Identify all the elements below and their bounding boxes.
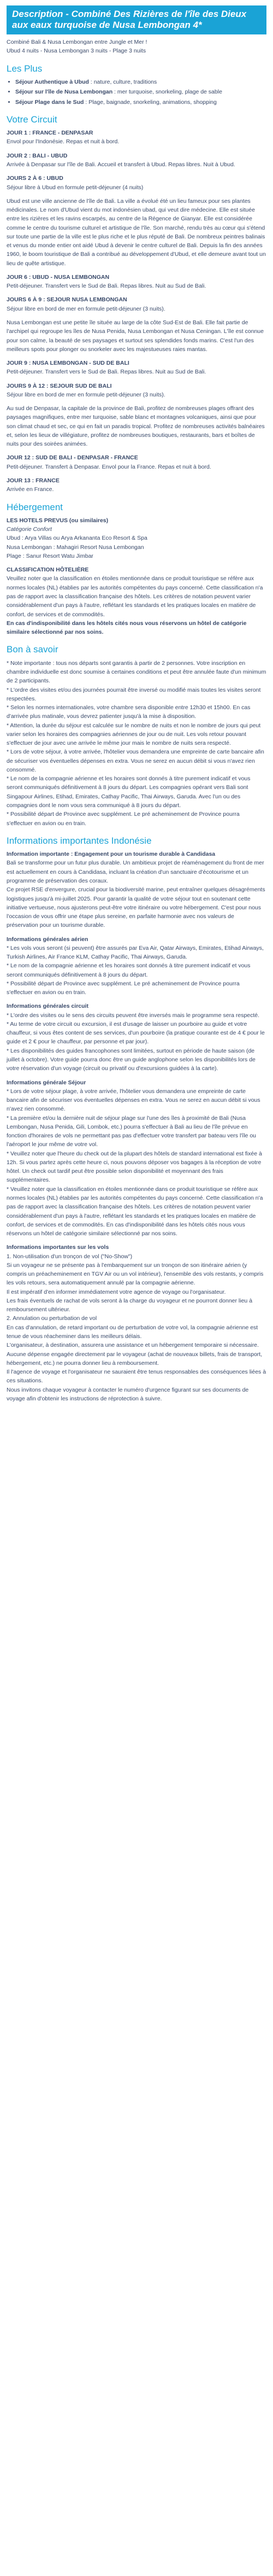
info-line: * Les disponibilités des guides francophones sont limitées, surtout en période de haute saison (de juillet à octobre). Votre guide pourra donc être un guide anglophone selon les disponibilités lors de votre réservation d'un voyage (circuit ou privatif ou d'excursions guidées à la carte).	[7, 1047, 256, 1072]
plus-item-text: : mer turquoise, snorkeling, plage de sable	[112, 89, 222, 96]
circuit-day-line: Ubud est une ville ancienne de l'île de Bali. La ville a évolué été un lieu fameux pour ses plantes médicinales. Le nom d'Ubud vient du mot indonésien ubad, qui veut dire médecine. Elle est située entre les rizières et les ravins escarpés, au centre de la Régence de Gianyar. Elle est considérée comme le centre du tourisme culturel et artistique de l'île. Son marché, rendu très au cœur qui s'étend sur toute une partie de la ville est le plus riche et le plus réputé de Bali. De nombreux peintres balinais et venus du monde entier ont aidé Ubud à devenir le centre culturel de Bali. Depuis la fin des années 1960, le boom touristique de Bali a contribué au développement d'Ubud, et elle demeure avant tout un lieu de quête artistique.	[7, 197, 266, 267]
plus-item	[15, 87, 266, 96]
bon-a-savoir-line: * Lors de votre séjour, à votre arrivée, l'hôtelier vous demandera une empreinte de carte bancaire afin de sécuriser vos éventuelles dépenses en extra. Vous ne serez en aucun débit si vous n'avez rien consommé.	[7, 749, 264, 773]
bon-a-savoir-line: * Selon les normes internationales, votre chambre sera disponible entre 12h30 et 15h00. En cas d'arrivée plus matinale, vous devrez patienter jusqu'à la mise à disposition.	[7, 704, 251, 720]
circuit-day	[7, 453, 266, 471]
circuit-day-title: JOUR 13 : FRANCE	[7, 477, 60, 484]
section-title-circuit: Votre Circuit	[7, 114, 57, 125]
hebergement-line: Plage : Sanur Resort Watu Jimbar	[7, 552, 93, 559]
page-title: Description - Combiné Des Rizières de l'île des Dieux aux eaux turquoise de Nusa Lembongan 4*	[12, 9, 247, 31]
circuit-day-text	[7, 318, 266, 354]
circuit-day-text	[7, 183, 266, 192]
circuit-day	[7, 273, 266, 291]
circuit-day-text	[7, 404, 266, 448]
info-line: Nous invitons chaque voyageur à contacter le numéro d'urgence figurant sur ses documents de voyage afin d'obtenir les instructions de réprotection à suivre.	[7, 1386, 249, 1402]
spacer	[7, 997, 266, 1002]
info-line: * Veuillez noter que la classification en étoiles mentionnée dans ce produit touristique se réfère aux normes locales (NL) établies par les autorités compétentes du pays concerné. Cette classification n'a pas de rapport avec la classification française des hôtels. Les critères de notation peuvent varier considérablement d'un pays à l'autre, reflétant les standards et les pratiques locales en matière de confort, de services et de commodités. En cas d'indisponibilité dans les hôtels cités nous vous réservons un hôtel de catégorie similaire sélectionné par nos soins.	[7, 1185, 263, 1237]
circuit-day-line: Séjour libre en bord de mer en formule petit-déjeuner (3 nuits).	[7, 391, 165, 398]
circuit-day-line: Arrivée en France.	[7, 486, 54, 493]
circuit-day	[7, 174, 266, 192]
info-line: Les frais éventuels de rachat de vols seront à la charge du voyageur et ne pourront donner lieu à remboursement ultérieur.	[7, 1297, 253, 1313]
circuit-day-text	[7, 282, 266, 290]
info-line: * Les vols vous seront (si peuvent) être assurés par Eva Air, Qatar Airways, Emirates, Etihad Airways, Turkish Airlines, Air France KLM, Cathay Pacific, Thai Airways, Garuda.	[7, 944, 264, 961]
circuit-day-text	[7, 390, 266, 399]
circuit-day-text	[7, 137, 266, 146]
info-line: Ce projet RSE d'envergure, crucial pour la biodiversité marine, peut entraîner quelques désagréments logistiques jusqu'à mi-juillet 2025. Pour garantir la qualité de votre séjour tout en soutenant cette initiative vertueuse, nous ajusterons peut-être votre itinéraire ou votre hébergement. C'est pour nous l'occasion de vous offrir une étape plus sereine, en parfaite harmonie avec nos valeurs de préservation pour un tourisme durable.	[7, 886, 265, 929]
circuit-day	[7, 197, 266, 268]
spacer	[7, 560, 266, 565]
hebergement-line: LES HOTELS PREVUS (ou similaires)	[7, 517, 109, 524]
info-line: 1. Non-utilisation d'un tronçon de vol ("No-Show")	[7, 1253, 133, 1260]
info-line: * Au terme de votre circuit ou excursion, il est d'usage de laisser un pourboire au guide et votre chauffeur, si vous êtes content de ses services, d'un pourboire (la pratique courante est de 4 € pour le guide et 2 € pour le chauffeur, par personne et par jour).	[7, 1020, 265, 1045]
circuit-day	[7, 128, 266, 147]
hebergement-line: Nusa Lembongan : Mahagiri Resort Nusa Lembongan	[7, 544, 144, 551]
circuit-day-line: Petit-déjeuner. Transfert vers le Sud de Bali. Repas libres. Nuit au Sud de Bali.	[7, 283, 206, 290]
spacer	[7, 1238, 266, 1243]
circuit-day-text	[7, 463, 266, 471]
info-line: Aucune dépense engagée directement par le voyageur (achat de nouveaux billets, frais de transport, hébergement, etc.) ne pourra donner lieu à remboursement.	[7, 1351, 263, 1366]
section-title-informations: Informations importantes Indonésie	[7, 835, 152, 846]
circuit-day-line: Petit-déjeuner. Transfert à Denpasar. Envol pour la France. Repas et nuit à bord.	[7, 463, 211, 470]
circuit-day	[7, 476, 266, 494]
circuit-day-text	[7, 485, 266, 494]
bon-a-savoir-line: * Attention, la durée du séjour est calculée sur le nombre de nuits et non le nombre de jours qui peut varier selon les horaires des compagnies aériennes de jour ou de nuit. Les vols retour pouvant s'effectuer de jour avec une arrivée le même jour mais le nombre de nuits sera respecté.	[7, 722, 261, 747]
info-heading: Informations générale Séjour	[7, 1079, 86, 1086]
circuit-day-line: Arrivée à Denpasar sur l'île de Bali. Accueil et transfert à Ubud. Repas libres. Nuit à Ubud.	[7, 161, 235, 168]
plus-item-label: Séjour Authentique à Ubud	[15, 79, 89, 86]
info-line: En cas d'annulation, de retard important ou de perturbation de votre vol, la compagnie aérienne est tenue de vous réacheminer dans les meilleurs délais.	[7, 1324, 258, 1340]
circuit-day	[7, 382, 266, 400]
circuit-day-text	[7, 197, 266, 268]
info-line: Bali se transforme pour un futur plus durable. Un ambitieux projet de réaménagement du front de mer est actuellement en cours à Candidasa, incluant la création d'un sanctuaire d'écotourisme et un programme de préservation des coraux.	[7, 860, 264, 884]
circuit-day-line: Séjour libre à Ubud en formule petit-déjeuner (4 nuits)	[7, 184, 144, 191]
bon-a-savoir-line: * Note importante : tous nos départs sont garantis à partir de 2 personnes. Votre inscription en chambre individuelle est donc soumise à certaines conditions et peut être annulée faute d'un minimum de 2 participants.	[7, 659, 266, 685]
info-line: * Veuillez noter que l'heure du check out de la plupart des hôtels de standard international est fixée à 12h. Si vous partez après cette heure ci, nous pouvons déposer vos bagages à la réception de votre hôtel. Un check out tardif peut être possible selon disponibilité et moyennant des frais supplémentaires.	[7, 1150, 262, 1184]
info-line: * La première et/ou la dernière nuit de séjour plage sur l'une des îles à proximité de Bali (Nusa Lembongan, Nusa Penida, Gili, Lombok, etc.) pourra s'effectuer à Bali au lieu de l'île prévue en fonction d'horaires de vols ne permettant pas pas d'effectuer votre transfert par bateau vers l'île ou l'aéroport le jour même de votre vol.	[7, 1114, 256, 1148]
circuit-day-line: Petit-déjeuner. Transfert vers le Sud de Bali. Repas libres. Nuit au Sud de Bali.	[7, 369, 206, 376]
plus-list	[7, 78, 266, 107]
circuit-days	[7, 128, 266, 494]
bon-a-savoir-line: * Possibilité départ de Province avec supplément. Le pré acheminement de Province pourra s'effectuer en avion ou en train.	[7, 811, 240, 827]
info-line: L'organisateur, à destination, assurera une assistance et un hébergement temporaire si nécessaire.	[7, 1342, 259, 1349]
circuit-day-line: Au sud de Denpasar, la capitale de la province de Bali, profitez de nombreuses plages offrant des paysages magnifiques, entre mer turquoise, sable blanc et montagnes volcaniques, ainsi que pour son climat chaud et sec, ce qui en fait un paradis tropical. Profitez de nombreuses activités balnéaires et, selon les lieux de villégiature, profitez de nombreuses boutiques, restaurants, bars et boîtes de nuits pour des soirées animées.	[7, 405, 265, 448]
circuit-day-line: Envol pour l'Indonésie. Repas et nuit à bord.	[7, 138, 120, 145]
info-heading: Information importante : Engagement pour un tourisme durable à Candidasa	[7, 851, 216, 858]
info-line: 2. Annulation ou perturbation de vol	[7, 1315, 97, 1322]
hebergement-line: Catégorie Confort	[7, 526, 52, 533]
circuit-day-title: JOUR 9 : NUSA LEMBONGAN - SUD DE BALI	[7, 360, 129, 367]
intro-line: Ubud 4 nuits - Nusa Lembongan 3 nuits - Plage 3 nuits	[7, 48, 146, 55]
circuit-day-line: Séjour libre en bord de mer en formule petit-déjeuner (3 nuits).	[7, 305, 165, 312]
bon-a-savoir-block	[7, 659, 266, 828]
hebergement-block	[7, 516, 266, 636]
hebergement-line: Ubud : Arya Villas ou Arya Arkananta Eco Resort & Spa	[7, 535, 147, 542]
info-heading: Informations importantes sur les vols	[7, 1244, 109, 1251]
hebergement-line: Veuillez noter que la classification en étoiles mentionnée dans ce produit touristique se réfère aux normes locales (NL) établies par les autorités compétentes du pays concerné. Cette classification n'a pas de rapport avec la classification française des hôtels. Les critères de notation peuvent varier considérablement d'un pays à l'autre, reflétant les standards et les pratiques locales en matière de confort, de services et de commodités.	[7, 575, 263, 618]
informations-block	[7, 850, 266, 1403]
info-line: Il est impératif d'en informer immédiatement votre agence de voyage ou l'organisateur.	[7, 1288, 226, 1295]
circuit-day-line: Nusa Lembongan est une petite île située au large de la côte Sud-Est de Bali. Elle fait partie de l'archipel qui regroupe les îles de Nusa Penida, Nusa Lembongan et Nusa Ceningan. L'île est connue pour son calme, la beauté de ses paysages et surtout ses splendides fonds marins. C'est l'un des meilleurs spots pour plonger ou snorkeler avec les majestueuses raies mantas.	[7, 319, 264, 353]
info-line: * Possibilité départ de Province avec supplément. Le pré acheminement de Province pourra s'effectuer en avion ou en train.	[7, 980, 240, 996]
hebergement-line: En cas d'indisponibilité dans les hôtels cités nous vous réservons un hôtel de catégorie similaire sélectionné par nos soins.	[7, 620, 247, 636]
plus-item-label: Séjour sur l'île de Nusa Lembongan	[15, 89, 113, 96]
info-heading: Informations générales circuit	[7, 1003, 88, 1010]
circuit-day-text	[7, 160, 266, 169]
plus-item-text: : Plage, baignade, snorkeling, animations, shopping	[84, 98, 217, 106]
info-line: * Le nom de la compagnie aérienne et les horaires sont donnés à titre purement indicatif et vous seront communiqués définitivement à 8 jours du départ.	[7, 962, 251, 978]
circuit-day-title: JOUR 1 : FRANCE - DENPASAR	[7, 130, 93, 137]
info-line: Si un voyageur ne se présente pas à l'embarquement sur un tronçon de son itinéraire aérien (y compris un préacheminement en TGV Air ou un vol intérieur), l'ensemble des vols restants, y compris les vols retours, sera automatiquement annulé par la compagnie aérienne.	[7, 1261, 264, 1287]
circuit-day-text	[7, 367, 266, 376]
bon-a-savoir-line: * Le nom de la compagnie aérienne et les horaires sont donnés à titre purement indicatif et vous seront communiqués définitivement à 8 jours du départ. Les compagnies opérant vers Bali sont Singapour Airlines, Etihad, Emirates, Cathay Pacific, Thai Airways, Garuda. Avec l'un ou des compagnies dont le nom vous sera communiqué à 8 jours du départ.	[7, 775, 251, 809]
plus-item	[15, 98, 266, 107]
section-title-plus: Les Plus	[7, 63, 43, 74]
hebergement-line: CLASSIFICATION HÔTELIÈRE	[7, 566, 89, 574]
circuit-day-title: JOURS 6 À 9 : SEJOUR NUSA LEMBONGAN	[7, 296, 127, 303]
plus-item-text: : nature, culture, traditions	[88, 79, 157, 86]
spacer	[7, 1073, 266, 1078]
info-heading: Informations générales aérien	[7, 936, 88, 943]
circuit-day-text	[7, 305, 266, 313]
circuit-day	[7, 318, 266, 354]
bon-a-savoir-line: * L'ordre des visites et/ou des journées pourrait être inversé ou modifié mais toutes les visites seront respectées.	[7, 686, 261, 702]
spacer	[7, 930, 266, 935]
info-line: * Lors de votre séjour plage, à votre arrivée, l'hôtelier vous demandera une empreinte de carte bancaire afin de sécuriser vos éventuelles dépenses en extra. Vous ne serez en aucun débit si vous n'avez rien consommé.	[7, 1088, 260, 1113]
plus-item	[15, 78, 266, 86]
circuit-day	[7, 151, 266, 170]
intro	[7, 38, 266, 56]
circuit-day	[7, 404, 266, 448]
info-line: Il l'agence de voyage et l'organisateur ne sauraient être tenus responsables des conséquences liées à ces situations.	[7, 1369, 266, 1385]
page-title-banner	[7, 5, 266, 34]
section-title-hebergement: Hébergement	[7, 501, 63, 512]
circuit-day	[7, 295, 266, 313]
circuit-day-title: JOUR 6 : UBUD - NUSA LEMBONGAN	[7, 273, 110, 281]
plus-item-label: Séjour Plage dans le Sud	[15, 98, 84, 106]
section-title-bon-a-savoir: Bon à savoir	[7, 644, 58, 655]
circuit-day-title: JOUR 12 : SUD DE BALI - DENPASAR - FRANCE	[7, 454, 138, 462]
circuit-day-title: JOUR 2 : BALI - UBUD	[7, 152, 68, 159]
info-line: * L'ordre des visites ou le sens des circuits peuvent être inversés mais le programme sera respecté.	[7, 1012, 260, 1019]
intro-line: Combiné Bali & Nusa Lembongan entre Jungle et Mer !	[7, 39, 147, 46]
circuit-day	[7, 359, 266, 377]
circuit-day-title: JOURS 2 À 6 : UBUD	[7, 175, 63, 182]
circuit-day-title: JOURS 9 À 12 : SEJOUR SUD DE BALI	[7, 382, 112, 389]
